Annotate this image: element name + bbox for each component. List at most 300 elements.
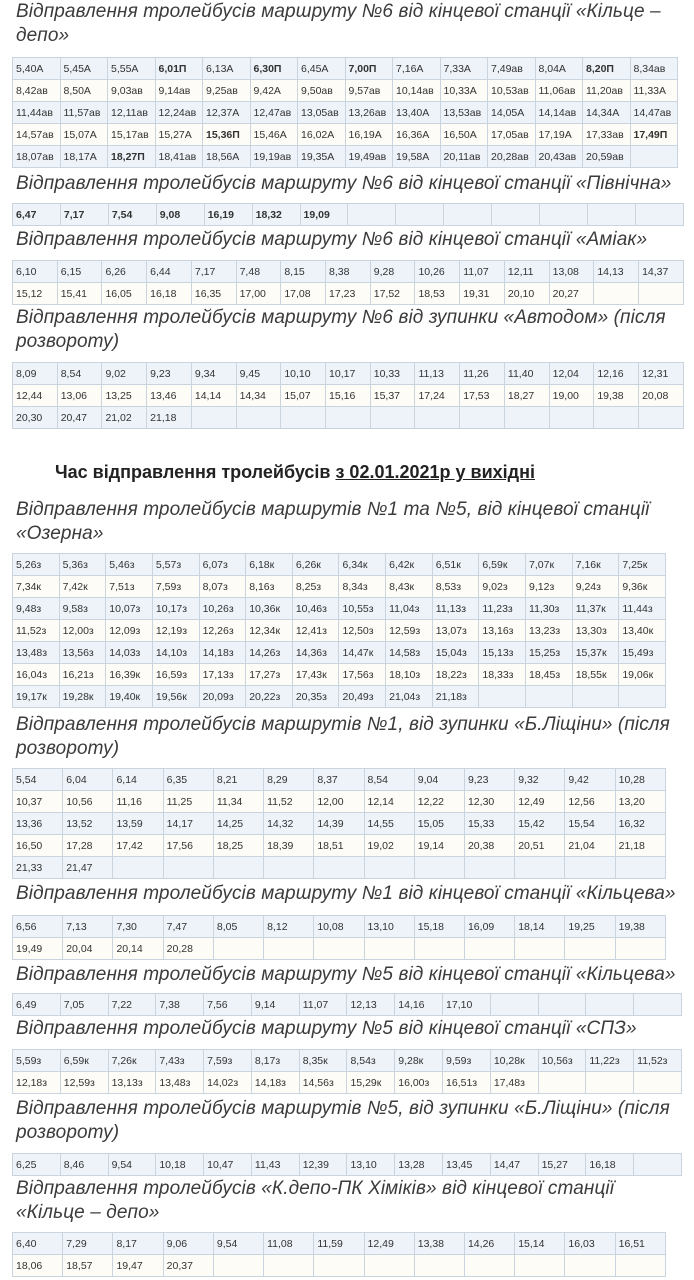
departure-time-cell: 7,07к bbox=[526, 554, 573, 576]
departure-time-cell: 21,04з bbox=[386, 686, 433, 708]
departure-time-cell: 9,48з bbox=[13, 598, 60, 620]
departure-time-cell bbox=[314, 1255, 364, 1277]
departure-time-cell: 5,57з bbox=[152, 554, 199, 576]
departure-time-cell: 9,28 bbox=[370, 261, 415, 283]
departure-time-cell: 7,54 bbox=[108, 204, 156, 226]
departure-time-cell: 15,27 bbox=[538, 1154, 586, 1176]
departure-time-cell: 6,13А bbox=[203, 58, 251, 80]
departure-time-cell: 13,30з bbox=[572, 620, 619, 642]
departure-time-cell: 7,13 bbox=[63, 916, 113, 938]
departure-time-cell bbox=[414, 1255, 464, 1277]
departure-time-cell: 9,36к bbox=[619, 576, 666, 598]
departure-time-cell: 19,19ав bbox=[250, 146, 298, 168]
departure-time-cell: 10,17з bbox=[152, 598, 199, 620]
departure-time-cell: 12,59з bbox=[386, 620, 433, 642]
departure-time-cell: 15,18 bbox=[414, 916, 464, 938]
departure-time-cell: 10,33А bbox=[440, 80, 488, 102]
table-row bbox=[13, 1233, 666, 1255]
departure-time-cell bbox=[490, 994, 538, 1016]
departure-time-cell: 5,36з bbox=[59, 554, 106, 576]
departure-time-cell: 8,54з bbox=[347, 1050, 395, 1072]
departure-time-cell: 17,23 bbox=[326, 283, 371, 305]
section-title-route6-amiak: Відправлення тролейбусів маршруту №6 від кінцевої станції «Аміак» bbox=[16, 229, 648, 250]
departure-time-cell bbox=[264, 938, 314, 960]
departure-time-cell: 6,07з bbox=[199, 554, 246, 576]
table-row bbox=[13, 102, 678, 124]
departure-time-cell: 18,57 bbox=[63, 1255, 113, 1277]
departure-time-cell: 19,49 bbox=[13, 938, 63, 960]
departure-time-cell: 7,17 bbox=[191, 261, 236, 283]
departure-time-cell: 14,18з bbox=[251, 1072, 299, 1094]
departure-time-cell: 20,43ав bbox=[535, 146, 583, 168]
departure-time-cell: 12,00 bbox=[314, 791, 364, 813]
departure-time-cell bbox=[504, 407, 549, 429]
departure-time-cell: 6,30П bbox=[250, 58, 298, 80]
departure-time-cell: 18,22з bbox=[432, 664, 479, 686]
departure-time-cell: 20,30 bbox=[13, 407, 58, 429]
departure-time-cell: 5,46з bbox=[106, 554, 153, 576]
departure-time-cell bbox=[594, 407, 639, 429]
departure-time-cell: 13,40к bbox=[619, 620, 666, 642]
departure-time-cell: 11,33А bbox=[630, 80, 678, 102]
departure-time-cell: 11,37к bbox=[572, 598, 619, 620]
departure-time-cell: 15,07А bbox=[60, 124, 108, 146]
departure-time-cell: 12,56 bbox=[565, 791, 615, 813]
schedule-table-route6-pivnichna bbox=[12, 203, 684, 226]
departure-time-cell: 18,51 bbox=[314, 835, 364, 857]
section-title-route6-avtodom: Відправлення тролейбусів маршруту №6 від зупинки «Автодом» (після розвороту) bbox=[16, 307, 666, 352]
weekend-heading-prefix: Час відправлення тролейбусів bbox=[55, 462, 336, 482]
departure-time-cell: 16,51 bbox=[615, 1233, 665, 1255]
table-row bbox=[13, 204, 684, 226]
schedule-table-route6-amiak bbox=[12, 260, 684, 305]
departure-time-cell: 12,34к bbox=[246, 620, 293, 642]
departure-time-cell: 21,47 bbox=[63, 857, 113, 879]
departure-time-cell: 8,54 bbox=[364, 769, 414, 791]
departure-time-cell bbox=[281, 407, 326, 429]
departure-time-cell: 9,23 bbox=[147, 363, 192, 385]
departure-time-cell: 17,00 bbox=[236, 283, 281, 305]
departure-time-cell: 19,25 bbox=[565, 916, 615, 938]
departure-time-cell: 14,14ав bbox=[535, 102, 583, 124]
departure-time-cell: 14,13 bbox=[594, 261, 639, 283]
departure-time-cell bbox=[326, 407, 371, 429]
departure-time-cell: 13,13з bbox=[108, 1072, 156, 1094]
departure-time-cell: 6,34к bbox=[339, 554, 386, 576]
departure-time-cell: 14,56з bbox=[299, 1072, 347, 1094]
schedule-table-route5-kiltseva bbox=[12, 993, 682, 1016]
departure-time-cell: 8,05 bbox=[213, 916, 263, 938]
schedule-table-route6-avtodom bbox=[12, 362, 684, 429]
departure-time-cell: 13,52 bbox=[63, 813, 113, 835]
schedule-table-kdepo-pk-khimikiv bbox=[12, 1232, 666, 1277]
departure-time-cell: 19,47 bbox=[113, 1255, 163, 1277]
departure-time-cell: 6,59к bbox=[60, 1050, 108, 1072]
departure-time-cell: 14,58з bbox=[386, 642, 433, 664]
table-row bbox=[13, 576, 666, 598]
departure-time-cell: 8,16з bbox=[246, 576, 293, 598]
departure-time-cell bbox=[634, 994, 682, 1016]
departure-time-cell: 12,44 bbox=[13, 385, 58, 407]
departure-time-cell: 19,38 bbox=[594, 385, 639, 407]
departure-time-cell: 11,04з bbox=[386, 598, 433, 620]
departure-time-cell bbox=[113, 857, 163, 879]
departure-time-cell: 17,53 bbox=[460, 385, 505, 407]
departure-time-cell: 20,10 bbox=[504, 283, 549, 305]
departure-time-cell bbox=[414, 938, 464, 960]
departure-time-cell bbox=[586, 994, 634, 1016]
departure-time-cell: 15,54 bbox=[565, 813, 615, 835]
departure-time-cell bbox=[464, 1255, 514, 1277]
departure-time-cell: 7,29 bbox=[63, 1233, 113, 1255]
departure-time-cell: 13,25 bbox=[102, 385, 147, 407]
departure-time-cell: 6,25 bbox=[13, 1154, 61, 1176]
departure-time-cell: 15,12 bbox=[13, 283, 58, 305]
departure-time-cell: 11,34 bbox=[213, 791, 263, 813]
departure-time-cell: 18,07ав bbox=[13, 146, 61, 168]
departure-time-cell: 9,06 bbox=[163, 1233, 213, 1255]
departure-time-cell: 6,26к bbox=[292, 554, 339, 576]
departure-time-cell: 13,28 bbox=[395, 1154, 443, 1176]
departure-time-cell: 12,09з bbox=[106, 620, 153, 642]
departure-time-cell: 10,18 bbox=[156, 1154, 204, 1176]
departure-time-cell: 9,03ав bbox=[108, 80, 156, 102]
departure-time-cell: 17,48з bbox=[490, 1072, 538, 1094]
table-row bbox=[13, 1255, 666, 1277]
departure-time-cell: 7,51з bbox=[106, 576, 153, 598]
departure-time-cell: 9,58з bbox=[59, 598, 106, 620]
departure-time-cell: 12,26з bbox=[199, 620, 246, 642]
departure-time-cell bbox=[565, 857, 615, 879]
departure-time-cell: 17,13з bbox=[199, 664, 246, 686]
table-row bbox=[13, 994, 682, 1016]
departure-time-cell: 20,35з bbox=[292, 686, 339, 708]
departure-time-cell bbox=[565, 938, 615, 960]
departure-time-cell: 17,43к bbox=[292, 664, 339, 686]
departure-time-cell: 13,38 bbox=[414, 1233, 464, 1255]
departure-time-cell: 5,45А bbox=[60, 58, 108, 80]
departure-time-cell: 16,51з bbox=[443, 1072, 491, 1094]
table-row bbox=[13, 835, 666, 857]
departure-time-cell: 15,49з bbox=[619, 642, 666, 664]
departure-time-cell: 13,26ав bbox=[345, 102, 393, 124]
departure-time-cell: 19,38 bbox=[615, 916, 665, 938]
departure-time-cell: 17,28 bbox=[63, 835, 113, 857]
departure-time-cell bbox=[163, 857, 213, 879]
table-row bbox=[13, 407, 684, 429]
departure-time-cell: 13,16з bbox=[479, 620, 526, 642]
departure-time-cell: 18,32 bbox=[252, 204, 300, 226]
departure-time-cell: 20,27 bbox=[549, 283, 594, 305]
departure-time-cell: 7,16к bbox=[572, 554, 619, 576]
departure-time-cell: 17,19А bbox=[535, 124, 583, 146]
departure-time-cell: 8,20П bbox=[583, 58, 631, 80]
departure-time-cell: 13,08 bbox=[549, 261, 594, 283]
departure-time-cell: 10,33 bbox=[370, 363, 415, 385]
departure-time-cell: 7,43з bbox=[156, 1050, 204, 1072]
departure-time-cell: 6,42к bbox=[386, 554, 433, 576]
departure-time-cell: 14,34А bbox=[583, 102, 631, 124]
departure-time-cell: 13,53ав bbox=[440, 102, 488, 124]
table-row bbox=[13, 916, 666, 938]
departure-time-cell: 19,14 bbox=[414, 835, 464, 857]
departure-time-cell: 14,32 bbox=[264, 813, 314, 835]
departure-time-cell: 20,37 bbox=[163, 1255, 213, 1277]
departure-time-cell: 10,53ав bbox=[488, 80, 536, 102]
departure-time-cell: 13,48з bbox=[13, 642, 60, 664]
departure-time-cell: 8,29 bbox=[264, 769, 314, 791]
departure-time-cell: 12,39 bbox=[299, 1154, 347, 1176]
departure-time-cell: 20,09з bbox=[199, 686, 246, 708]
departure-time-cell: 11,52 bbox=[264, 791, 314, 813]
departure-time-cell: 12,18з bbox=[13, 1072, 61, 1094]
departure-time-cell: 6,51к bbox=[432, 554, 479, 576]
departure-time-cell: 10,08 bbox=[314, 916, 364, 938]
departure-time-cell: 13,46 bbox=[147, 385, 192, 407]
departure-time-cell bbox=[370, 407, 415, 429]
table-row bbox=[13, 124, 678, 146]
departure-time-cell bbox=[415, 407, 460, 429]
departure-time-cell: 16,36А bbox=[393, 124, 441, 146]
departure-time-cell: 7,59з bbox=[204, 1050, 252, 1072]
departure-time-cell: 15,37 bbox=[370, 385, 415, 407]
departure-time-cell: 13,36 bbox=[13, 813, 63, 835]
departure-time-cell: 12,11 bbox=[504, 261, 549, 283]
departure-time-cell: 9,42А bbox=[250, 80, 298, 102]
departure-time-cell: 18,53 bbox=[415, 283, 460, 305]
departure-time-cell: 17,10 bbox=[443, 994, 491, 1016]
departure-time-cell: 19,02 bbox=[364, 835, 414, 857]
weekend-heading bbox=[55, 462, 535, 483]
table-row bbox=[13, 620, 666, 642]
departure-time-cell: 14,47 bbox=[490, 1154, 538, 1176]
table-row bbox=[13, 385, 684, 407]
departure-time-cell: 6,49 bbox=[13, 994, 61, 1016]
departure-time-cell: 9,45 bbox=[236, 363, 281, 385]
departure-time-cell: 7,56 bbox=[204, 994, 252, 1016]
departure-time-cell: 14,47ав bbox=[630, 102, 678, 124]
departure-time-cell: 10,07з bbox=[106, 598, 153, 620]
departure-time-cell bbox=[639, 283, 684, 305]
departure-time-cell: 10,14ав bbox=[393, 80, 441, 102]
departure-time-cell: 14,03з bbox=[106, 642, 153, 664]
departure-time-cell: 10,46з bbox=[292, 598, 339, 620]
section-title-route5-b-lishchyny: Відправлення тролейбусів маршрутів №5, від зупинки «Б.Ліщіни» (після розвороту) bbox=[16, 1098, 670, 1143]
departure-time-cell: 9,57ав bbox=[345, 80, 393, 102]
departure-time-cell bbox=[594, 283, 639, 305]
departure-time-cell: 10,47 bbox=[204, 1154, 252, 1176]
departure-time-cell bbox=[619, 686, 666, 708]
departure-time-cell: 21,18 bbox=[147, 407, 192, 429]
departure-time-cell: 9,42 bbox=[565, 769, 615, 791]
departure-time-cell: 11,23з bbox=[479, 598, 526, 620]
departure-time-cell: 13,20 bbox=[615, 791, 665, 813]
departure-time-cell: 7,26к bbox=[108, 1050, 156, 1072]
departure-time-cell bbox=[515, 938, 565, 960]
departure-time-cell bbox=[414, 857, 464, 879]
departure-time-cell: 16,50А bbox=[440, 124, 488, 146]
departure-time-cell: 12,24ав bbox=[155, 102, 203, 124]
departure-time-cell bbox=[479, 686, 526, 708]
departure-time-cell: 7,33А bbox=[440, 58, 488, 80]
departure-time-cell bbox=[460, 407, 505, 429]
departure-time-cell: 8,43к bbox=[386, 576, 433, 598]
departure-time-cell: 6,18к bbox=[246, 554, 293, 576]
departure-time-cell: 9,02з bbox=[479, 576, 526, 598]
section-title-route6-pivnichna: Відправлення тролейбусів маршруту №6 від кінцевої станції «Північна» bbox=[16, 173, 672, 194]
departure-time-cell bbox=[213, 1255, 263, 1277]
departure-time-cell bbox=[540, 204, 588, 226]
schedule-table-route5-spz bbox=[12, 1049, 682, 1094]
departure-time-cell: 16,32 bbox=[615, 813, 665, 835]
departure-time-cell: 14,05А bbox=[488, 102, 536, 124]
departure-time-cell: 20,47 bbox=[57, 407, 102, 429]
departure-time-cell: 9,59з bbox=[443, 1050, 491, 1072]
departure-time-cell bbox=[635, 204, 683, 226]
departure-time-cell: 9,08 bbox=[156, 204, 204, 226]
departure-time-cell: 8,21 bbox=[213, 769, 263, 791]
departure-time-cell: 19,09 bbox=[300, 204, 348, 226]
departure-time-cell: 11,16 bbox=[113, 791, 163, 813]
departure-time-cell: 20,14 bbox=[113, 938, 163, 960]
departure-time-cell: 17,24 bbox=[415, 385, 460, 407]
departure-time-cell: 10,26 bbox=[415, 261, 460, 283]
departure-time-cell: 12,31 bbox=[639, 363, 684, 385]
departure-time-cell: 17,56 bbox=[163, 835, 213, 857]
departure-time-cell: 12,22 bbox=[414, 791, 464, 813]
departure-time-cell: 21,02 bbox=[102, 407, 147, 429]
departure-time-cell: 20,59ав bbox=[583, 146, 631, 168]
departure-time-cell: 14,26 bbox=[464, 1233, 514, 1255]
departure-time-cell: 11,08 bbox=[264, 1233, 314, 1255]
departure-time-cell: 12,41з bbox=[292, 620, 339, 642]
departure-time-cell: 15,42 bbox=[515, 813, 565, 835]
departure-time-cell bbox=[588, 204, 636, 226]
departure-time-cell: 16,39к bbox=[106, 664, 153, 686]
departure-time-cell: 9,54 bbox=[213, 1233, 263, 1255]
section-title-route5-spz: Відправлення тролейбусів маршруту №5 від кінцевої станції «СПЗ» bbox=[16, 1018, 637, 1039]
departure-time-cell bbox=[348, 204, 396, 226]
departure-time-cell bbox=[213, 857, 263, 879]
departure-time-cell: 11,30з bbox=[526, 598, 573, 620]
departure-time-cell: 10,55з bbox=[339, 598, 386, 620]
departure-time-cell: 8,50А bbox=[60, 80, 108, 102]
table-row bbox=[13, 1072, 682, 1094]
departure-time-cell: 19,28к bbox=[59, 686, 106, 708]
departure-time-cell: 5,54 bbox=[13, 769, 63, 791]
departure-time-cell: 10,17 bbox=[326, 363, 371, 385]
departure-time-cell bbox=[565, 1255, 615, 1277]
table-row bbox=[13, 857, 666, 879]
departure-time-cell: 9,14ав bbox=[155, 80, 203, 102]
departure-time-cell: 18,41ав bbox=[155, 146, 203, 168]
departure-time-cell: 6,04 bbox=[63, 769, 113, 791]
departure-time-cell bbox=[615, 938, 665, 960]
departure-time-cell bbox=[236, 407, 281, 429]
departure-time-cell: 5,55А bbox=[108, 58, 156, 80]
departure-time-cell: 9,54 bbox=[108, 1154, 156, 1176]
departure-time-cell: 15,33 bbox=[464, 813, 514, 835]
departure-time-cell: 9,24з bbox=[572, 576, 619, 598]
departure-time-cell: 20,38 bbox=[464, 835, 514, 857]
weekend-heading-date: з 02.01.2021р у вихідні bbox=[335, 462, 535, 482]
departure-time-cell: 11,07 bbox=[299, 994, 347, 1016]
departure-time-cell: 15,04з bbox=[432, 642, 479, 664]
table-row bbox=[13, 146, 678, 168]
departure-time-cell: 13,59 bbox=[113, 813, 163, 835]
departure-time-cell bbox=[634, 1154, 682, 1176]
departure-time-cell: 17,56з bbox=[339, 664, 386, 686]
departure-time-cell: 11,25 bbox=[163, 791, 213, 813]
departure-time-cell: 9,34 bbox=[191, 363, 236, 385]
departure-time-cell: 10,56з bbox=[538, 1050, 586, 1072]
departure-time-cell: 16,59з bbox=[152, 664, 199, 686]
departure-time-cell bbox=[634, 1072, 682, 1094]
departure-time-cell: 6,10 bbox=[13, 261, 58, 283]
departure-time-cell: 14,37 bbox=[639, 261, 684, 283]
departure-time-cell: 18,10з bbox=[386, 664, 433, 686]
departure-time-cell: 21,18з bbox=[432, 686, 479, 708]
table-row bbox=[13, 554, 666, 576]
departure-time-cell: 14,17 bbox=[163, 813, 213, 835]
departure-time-cell: 15,25з bbox=[526, 642, 573, 664]
departure-time-cell bbox=[538, 1072, 586, 1094]
departure-time-cell: 19,35А bbox=[298, 146, 346, 168]
departure-time-cell: 8,34ав bbox=[630, 58, 678, 80]
departure-time-cell: 8,53з bbox=[432, 576, 479, 598]
departure-time-cell: 8,17 bbox=[113, 1233, 163, 1255]
departure-time-cell bbox=[615, 857, 665, 879]
departure-time-cell: 7,22 bbox=[108, 994, 156, 1016]
departure-time-cell: 9,32 bbox=[515, 769, 565, 791]
departure-time-cell: 12,14 bbox=[364, 791, 414, 813]
departure-time-cell: 19,00 bbox=[549, 385, 594, 407]
departure-time-cell: 8,12 bbox=[264, 916, 314, 938]
departure-time-cell: 8,37 bbox=[314, 769, 364, 791]
departure-time-cell: 12,49 bbox=[364, 1233, 414, 1255]
departure-time-cell: 12,16 bbox=[594, 363, 639, 385]
departure-time-cell: 19,40к bbox=[106, 686, 153, 708]
departure-time-cell: 18,14 bbox=[515, 916, 565, 938]
departure-time-cell: 8,54 bbox=[57, 363, 102, 385]
departure-time-cell: 7,30 bbox=[113, 916, 163, 938]
departure-time-cell: 11,40 bbox=[504, 363, 549, 385]
departure-time-cell: 14,39 bbox=[314, 813, 364, 835]
departure-time-cell: 20,11ав bbox=[440, 146, 488, 168]
departure-time-cell: 8,35к bbox=[299, 1050, 347, 1072]
table-row bbox=[13, 769, 666, 791]
departure-time-cell: 9,25ав bbox=[203, 80, 251, 102]
departure-time-cell: 19,06к bbox=[619, 664, 666, 686]
departure-time-cell: 16,00з bbox=[395, 1072, 443, 1094]
departure-time-cell: 20,08 bbox=[639, 385, 684, 407]
departure-time-cell: 14,26з bbox=[246, 642, 293, 664]
table-row bbox=[13, 363, 684, 385]
departure-time-cell: 6,35 bbox=[163, 769, 213, 791]
departure-time-cell: 9,23 bbox=[464, 769, 514, 791]
departure-time-cell: 11,13 bbox=[415, 363, 460, 385]
departure-time-cell: 15,13з bbox=[479, 642, 526, 664]
schedule-table-routes1-5-ozerna bbox=[12, 553, 666, 708]
table-row bbox=[13, 664, 666, 686]
departure-time-cell: 15,36П bbox=[203, 124, 251, 146]
departure-time-cell: 7,34к bbox=[13, 576, 60, 598]
departure-time-cell: 18,56А bbox=[203, 146, 251, 168]
departure-time-cell: 13,56з bbox=[59, 642, 106, 664]
departure-time-cell: 10,36к bbox=[246, 598, 293, 620]
departure-time-cell: 12,49 bbox=[515, 791, 565, 813]
departure-time-cell: 8,17з bbox=[251, 1050, 299, 1072]
